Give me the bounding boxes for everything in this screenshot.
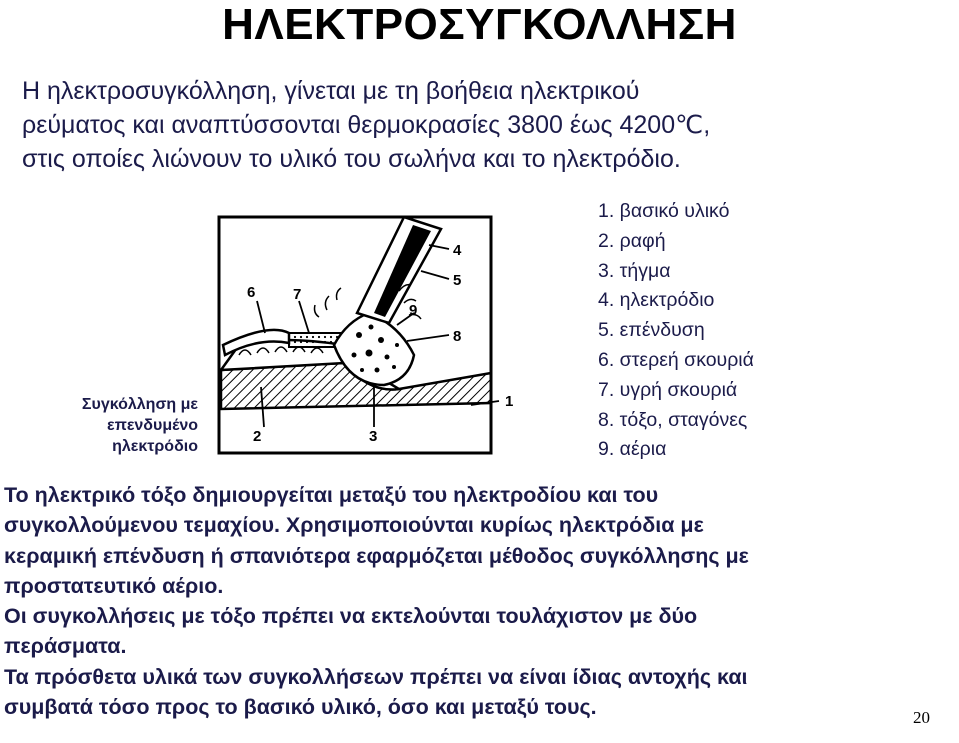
caption-line: ηλεκτρόδιο — [112, 438, 198, 455]
body-paragraph — [4, 480, 959, 722]
callout-2: 2 — [253, 428, 262, 445]
legend-item: 3. τήγμα — [598, 259, 671, 282]
intro-paragraph — [22, 74, 942, 176]
callout-1: 1 — [505, 393, 514, 410]
caption-line: επενδυμένο — [106, 417, 198, 434]
diagram-caption — [40, 394, 198, 457]
page-title: ΗΛΕΚΤΡΟΣΥΓΚΟΛΛΗΣΗ — [222, 0, 737, 49]
legend-item: 8. τόξο, σταγόνες — [598, 408, 748, 431]
intro-line: Η ηλεκτροσυγκόλληση, γίνεται με τη βοήθεια ηλεκτρικού — [22, 77, 640, 105]
body-line: περάσματα. — [4, 634, 127, 659]
intro-line: στις οποίες λιώνουν το υλικό του σωλήνα και το ηλεκτρόδιο. — [22, 145, 681, 173]
callout-3: 3 — [369, 428, 378, 445]
legend-item: 5. επένδυση — [598, 319, 705, 342]
callout-7: 7 — [293, 286, 302, 303]
body-line: Τα πρόσθετα υλικά των συγκολλήσεων πρέπει να είναι ίδιας αντοχής και — [4, 664, 748, 689]
callout-6: 6 — [247, 284, 256, 301]
body-line: Το ηλεκτρικό τόξο δημιουργείται μεταξύ του ηλεκτροδίου και του — [4, 483, 659, 507]
callout-9: 9 — [409, 302, 418, 319]
legend-item: 2. ραφή — [598, 229, 666, 252]
welding-diagram — [209, 205, 569, 455]
callout-8: 8 — [453, 328, 462, 345]
callout-4: 4 — [453, 242, 462, 259]
body-line: συμβατά τόσο προς το βασικό υλικό, όσο και μεταξύ τους. — [4, 695, 597, 720]
legend-item: 7. υγρή σκουριά — [598, 378, 738, 401]
body-line: κεραμική επένδυση ή σπανιότερα εφαρμόζεται μέθοδος συγκόλλησης με — [4, 543, 749, 568]
legend-item: 4. ηλεκτρόδιο — [598, 289, 715, 312]
callout-5: 5 — [453, 272, 462, 289]
caption-line: Συγκόλληση με — [81, 396, 198, 413]
legend-item: 1. βασικό υλικό — [598, 200, 730, 222]
legend-item: 6. στερεή σκουριά — [598, 348, 754, 371]
legend-item: 9. αέρια — [598, 438, 667, 461]
body-line: προστατευτικό αέριο. — [4, 573, 224, 598]
body-line: Οι συγκολλήσεις με τόξο πρέπει να εκτελούνται τουλάχιστον με δύο — [4, 604, 698, 629]
body-line: συγκολλούμενου τεμαχίου. Χρησιμοποιούνται κυρίως ηλεκτρόδια με — [4, 513, 704, 538]
page-number: 20 — [913, 708, 930, 727]
diagram-legend — [598, 197, 754, 465]
intro-line: ρεύματος και αναπτύσσονται θερμοκρασίες 3800 έως 4200℃, — [22, 111, 711, 139]
